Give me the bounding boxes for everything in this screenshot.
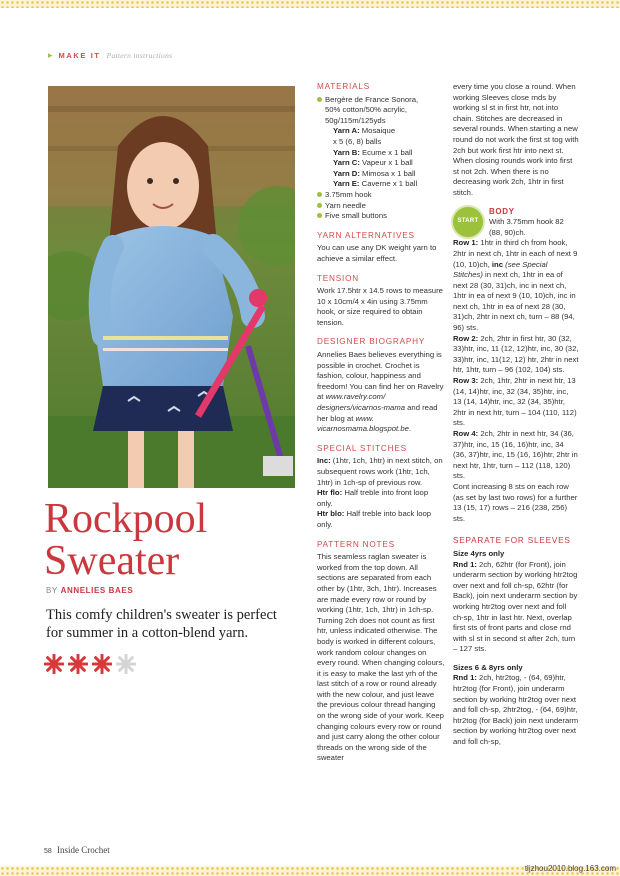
materials-buttons: Five small buttons [317, 211, 445, 222]
article-title [44, 498, 304, 582]
stitch-inc-label: Inc: [317, 456, 331, 466]
blog-link[interactable]: www. vicarnosmama.blogspot.be [317, 413, 409, 434]
tension-text: Work 17.5htr x 14.5 rows to measure 10 x 10cm/4 x 4in using 3.75mm hook, or size required to obtain tension. [317, 286, 443, 327]
row-2-text: 2ch, 2htr in first htr, 30 (32, 33)htr, inc, 11 (12, 12)htr, inc, 30 (32, 33)htr, inc, 11(12, 12) htr, 2htr in next htr, 1htr, turn – 96 (102, 104) sts. [453, 333, 579, 375]
pattern-notes-continued: every time you close a round. When working Sleeves close rnds by working sl st in first htr, not into chain. Stitches are decreased in several rounds. When starting a new round do not work the first st tog with 2ch but work first htr into next st. When closing rounds work into first st not 2ch. When there is no decreasing work 2ch, 1htr in first stitch. [453, 82, 579, 197]
page-footer [44, 845, 110, 855]
section-subtitle: Pattern instructions [106, 50, 173, 60]
title-line-2: Sweater [44, 538, 180, 584]
yarn-a [317, 126, 445, 137]
yarn-e [317, 179, 445, 190]
body-section-head [453, 207, 579, 239]
body-row-2 [453, 334, 579, 376]
body-heading: BODY [489, 206, 515, 216]
start-badge: START [453, 207, 483, 237]
yarn-d-value: Mimosa x 1 ball [359, 168, 416, 178]
stitch-htr-flo-label: Htr flo: [317, 488, 343, 498]
row-4-text: 2ch, 2htr in next htr, 34 (36, 37)htr, inc, 15 (16, 16)htr, inc, 34 (36, 37)htr, inc, 15 (16, 16)htr, 2htr in next htr, 1htr, turn – 112 (118, 120) sts. [453, 429, 578, 481]
row-3-text: 2ch, 1htr, 2htr in next htr, 13 (14, 14)htr, inc, 32 (34, 35)htr, inc, 13 (14, 14)htr, inc, 32 (34, 35)htr, 2htr in next htr, turn – 104 (110, 112) sts. [453, 376, 577, 428]
materials-needle: Yarn needle [317, 201, 445, 212]
size-6-8-rnd-1 [453, 673, 579, 747]
designer-text-3: . [408, 424, 412, 434]
section-label: MAKE IT [58, 50, 101, 60]
row-1-label: Row 1: [453, 238, 479, 248]
stitch-htr-blo-label: Htr blo: [317, 509, 345, 519]
tension-heading: TENSION [317, 273, 359, 283]
arrow-icon: ▸ [48, 49, 53, 60]
yarn-e-label: Yarn E: [333, 179, 360, 189]
stitch-htr-blo-text: Half treble into back loop only. [317, 509, 432, 529]
column-2 [453, 82, 579, 748]
row-4-label: Row 4: [453, 429, 479, 438]
sleeves-heading: SEPARATE FOR SLEEVES [453, 536, 571, 546]
magazine-name: Inside Crochet [57, 845, 110, 855]
size-6-8-rnd-1-text: 2ch, htr2tog, - (64, 69)htr, htr2tog (for Front), join underarm section by working htr2tog over next and foll ch-sp, 2htr2tog, - (64, 69)htr, htr2tog (for Back) join next underarm section by working htr2tog over next and foll ch-sp, [453, 673, 579, 747]
star-icon-empty [116, 654, 136, 674]
yarn-c [317, 158, 445, 169]
yarn-line-3: 50g/115m/125yds [325, 115, 386, 125]
row-1-inc: inc [491, 259, 503, 269]
yarn-e-value: Caverne x 1 ball [359, 179, 418, 189]
yarn-b-value: Ecume x 1 ball [359, 147, 413, 157]
author-name: ANNELIES BAES [60, 586, 134, 595]
yarn-line-1: Bergère de France Sonora, [325, 94, 419, 104]
star-icon-filled [44, 654, 64, 674]
size-6-8-heading: Sizes 6 & 8yrs only [453, 662, 523, 672]
yarn-c-label: Yarn C: [333, 158, 360, 168]
materials-yarn [317, 95, 445, 127]
designer-text-1: Annelies Baes believes everything is possible in crochet. Crochet is fashion, colour, happiness and freedom! You can find her on Ravelry at [317, 350, 444, 402]
watermark: tljzhou2010.blog.163.com [524, 864, 616, 873]
materials-heading: MATERIALS [317, 82, 370, 91]
yarn-alternatives-heading: YARN ALTERNATIVES [317, 230, 415, 240]
byline [46, 586, 133, 595]
row-1-text-b: in next ch, 1htr in ea of next 28 (30, 31)ch, inc in next ch, 1htr in ea of next 9 (10, 10)ch, inc in next ch, 1htr in ea of next 28 (30, 31)ch, 2htr in next ch, turn – 88 (94, 96) sts. [453, 270, 576, 333]
materials-hook: 3.75mm hook [317, 190, 445, 201]
size-4-rnd-1 [453, 560, 579, 655]
page-number: 58 [44, 848, 52, 855]
title-line-1: Rockpool [44, 496, 208, 542]
stitch-inc-text: (1htr, 1ch, 1htr) in next stitch, on subsequent rows work (1htr, 1ch, 1htr) in 1ch-sp of previous row. [317, 456, 443, 487]
column-1 [317, 82, 445, 764]
yarn-b [317, 148, 445, 159]
size-4-rnd-1-text: 2ch, 62htr (for Front), join underarm section by working htr2tog over next and foll ch-sp, 62htr (for Back), join next underarm section by working htr2tog over next and foll ch-sp, 1htr in last htr. Next, overlap first sts of front parts and close rnd with sl st in second st after 2ch, turn – 127 sts. [453, 559, 578, 654]
rnd-1-label-2: Rnd 1: [453, 673, 477, 683]
body-intro: With 3.75mm hook 82 (88, 90)ch. [489, 217, 564, 237]
yarn-line-2: 50% cotton/50% acrylic, [325, 105, 408, 115]
top-dotted-border [0, 0, 620, 8]
yarn-d-label: Yarn D: [333, 168, 360, 178]
yarn-b-label: Yarn B: [333, 147, 360, 157]
body-row-3 [453, 376, 579, 429]
difficulty-rating [44, 654, 136, 674]
body-continue: Cont increasing 8 sts on each row (as set by last two rows) for a further 13 (15, 17) rows – 216 (238, 256) sts. [453, 481, 578, 523]
yarn-alternatives-text: You can use any DK weight yarn to achieve a similar effect. [317, 243, 437, 263]
special-stitches-heading: SPECIAL STITCHES [317, 443, 407, 453]
body-row-4 [453, 429, 579, 482]
yarn-a-label: Yarn A: [333, 126, 360, 136]
row-1-text-a: 1htr in third ch from hook, 2htr in next ch, 1htr in each of next 9 (10, 10)ch, [453, 238, 578, 269]
star-icon-filled [92, 654, 112, 674]
yarn-a-qty: x 5 (6, 8) balls [333, 136, 382, 146]
row-3-label: Row 3: [453, 376, 479, 386]
yarn-d [317, 169, 445, 180]
star-icon-filled [68, 654, 88, 674]
size-4-heading: Size 4yrs only [453, 548, 505, 558]
designer-text-2: and read her blog at [317, 403, 438, 423]
yarn-c-value: Vapeur x 1 ball [359, 158, 413, 168]
ravelry-link[interactable]: www.ravelry.com/ designers/vicarnos-mama [317, 392, 406, 413]
pattern-notes-text: This seamless raglan sweater is worked from the top down. All sections are separated from each other by (1htr, 3ch, 1htr). Increases are made every row or round by working (1htr, 1ch, 1htr) in 1ch-sp. Turning 2ch does not count as first htr, unless indicated otherwise. The body is worked in different colours, work random colour changes on every round. When changing colours, it is easy to make the last yrh of the last stitch of a row or round already with the new colour, and just leave the previous colour thread hanging on the wrong side of your work. Keep changing colours every row or round and just carry along the other colour threads on the wrong side of the sweater [317, 552, 445, 763]
designer-heading: DESIGNER BIOGRAPHY [317, 337, 426, 347]
row-1-see: (see Special Stitches) [453, 259, 548, 280]
row-2-label: Row 2: [453, 333, 479, 343]
stitch-htr-flo-text: Half treble into front loop only. [317, 488, 429, 508]
designer-text [317, 350, 445, 435]
hero-photo [48, 86, 295, 488]
photo-illustration [48, 86, 295, 488]
stitch-htr-blo [317, 509, 445, 530]
pattern-notes-heading: PATTERN NOTES [317, 539, 395, 549]
stitch-htr-flo [317, 488, 445, 509]
yarn-a-value: Mosaique [359, 126, 396, 136]
section-header [48, 48, 172, 62]
byline-prefix: BY [46, 586, 58, 595]
rnd-1-label: Rnd 1: [453, 559, 477, 569]
stitch-inc [317, 456, 445, 488]
body-row-1 [453, 238, 579, 333]
intro-text: This comfy children's sweater is perfect for summer in a cotton-blend yarn. [46, 607, 277, 641]
